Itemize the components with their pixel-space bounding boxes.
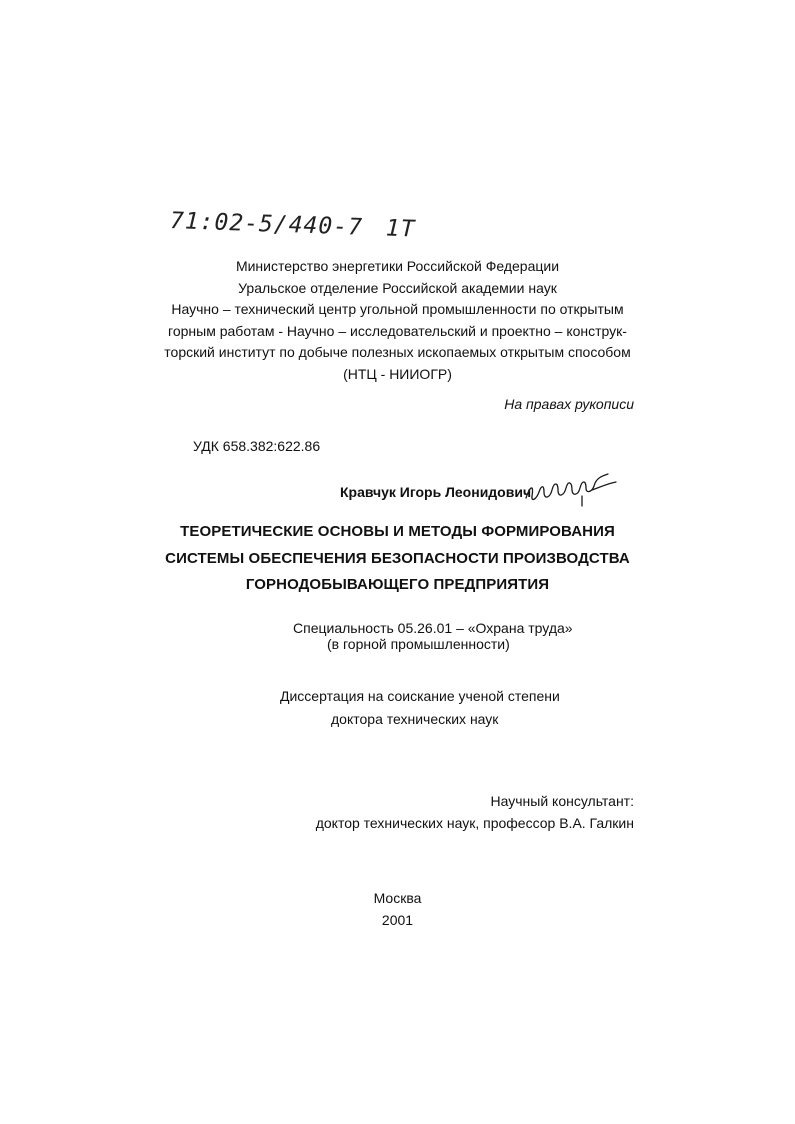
dissertation-title <box>0 519 795 599</box>
publication-city: Москва <box>373 890 422 906</box>
publication-year: 2001 <box>381 912 414 928</box>
consultant-name: доктор технических наук, профессор В.А. Галкин <box>315 815 634 831</box>
archive-code-suffix: 1T <box>385 215 416 243</box>
archive-code-number: 71:02-5/440-7 <box>169 208 364 241</box>
organization-line: горным работам - Научно – исследовательский и проектно – конструк- <box>168 322 627 339</box>
archive-code <box>170 208 416 243</box>
consultant-label: Научный консультант: <box>490 793 634 809</box>
manuscript-rights: На правах рукописи <box>504 396 634 412</box>
organization-line: Уральское отделение Российской академии наук <box>238 279 557 296</box>
specialty-subline: (в горной промышленности) <box>327 636 510 652</box>
organization-line: торский институт по добыче полезных ископаемых открытым способом <box>164 344 631 360</box>
organization-line: (НТЦ - НИИОГР) <box>343 365 452 382</box>
title-line: ТЕОРЕТИЧЕСКИЕ ОСНОВЫ И МЕТОДЫ ФОРМИРОВАНИЯ <box>180 523 615 540</box>
title-line: ГОРНОДОБЫВАЮЩЕГО ПРЕДПРИЯТИЯ <box>245 576 550 593</box>
udc-code: УДК 658.382:622.86 <box>193 438 321 454</box>
organization-block <box>0 256 795 385</box>
author-signature <box>522 470 622 510</box>
degree-line: Диссертация на соискание ученой степени <box>280 688 560 704</box>
author-name: Кравчук Игорь Леонидович <box>340 484 532 500</box>
degree-subline: доктора технических наук <box>331 711 499 727</box>
title-line: СИСТЕМЫ ОБЕСПЕЧЕНИЯ БЕЗОПАСНОСТИ ПРОИЗВОДСТВА <box>165 549 630 567</box>
organization-line: Научно – технический центр угольной промышленности по открытым <box>171 301 624 317</box>
organization-line: Министерство энергетики Российской Федерации <box>235 258 560 274</box>
specialty-line: Специальность 05.26.01 – «Охрана труда» <box>293 620 573 636</box>
